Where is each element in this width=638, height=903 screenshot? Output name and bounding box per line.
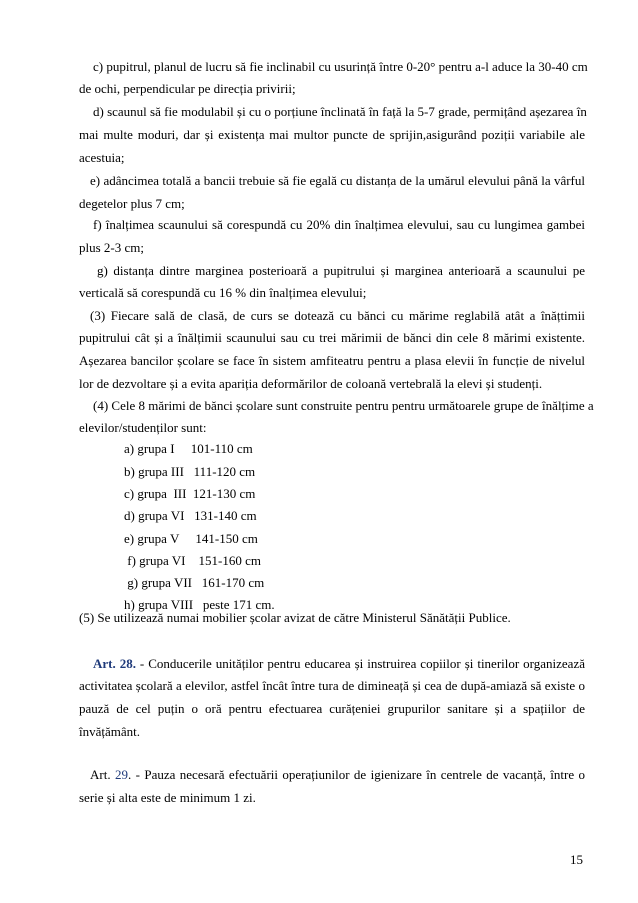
text-line: elevilor/studenților sunt: (79, 420, 207, 435)
height-group-item: b) grupa III 111-120 cm (124, 464, 256, 479)
text-line: (3) Fiecare sală de clasă, de curs se dotează cu bănci cu mărime reglabilă atât a înățtimii (90, 308, 585, 323)
text-line: (4) Cele 8 mărimi de bănci școlare sunt construite pentru pentru următoarele grupe de înălțime a (93, 398, 594, 413)
text-line: de ochi, perpendicular pe direcția privirii; (79, 81, 296, 96)
height-group-item: a) grupa I 101-110 cm (124, 441, 253, 456)
text-line: învățământ. (79, 724, 141, 739)
height-group-item: g) grupa VII 161-170 cm (124, 575, 265, 590)
article-text: - Conducerile unităților pentru educarea și instruirea copiilor și tinerilor organizează (135, 656, 585, 671)
page-number: 15 (570, 852, 583, 867)
text-line: f) înalțimea scaunului să corespundă cu 20% din înalțimea elevului, sau cu lungimea gambei (93, 217, 585, 232)
text-line: lor de dezvoltare și a evita apariția deformărilor de coloană vertebrală la elevi și studenți. (79, 376, 543, 391)
height-group-item: h) grupa VIII peste 171 cm. (124, 597, 275, 612)
text-line: c) pupitrul, planul de lucru să fie inclinabil cu usurință între 0-20° pentru a-l aduce la 30-40 cm (93, 59, 588, 74)
text-line: (5) Se utilizează numai mobilier școlar avizat de către Ministerul Sănătății Publice. (79, 610, 511, 625)
height-group-item: f) grupa VI 151-160 cm (124, 553, 261, 568)
text-line: activitatea școlară a elevilor, astfel încât între tura de dimineață și cea de după-amiază să existe o (79, 678, 585, 693)
text-line: mai multe moduri, dar și existența mai multor puncte de sprijin,asigurând poziții variabile ale (79, 127, 585, 142)
height-group-item: c) grupa III 121-130 cm (124, 486, 256, 501)
text-line: acestuia; (79, 150, 125, 165)
text-line: e) adâncimea totală a bancii trebuie să fie egală cu distanța de la umărul elevului până la vârful (90, 173, 585, 188)
text-line: degetelor plus 7 cm; (79, 196, 185, 211)
height-group-item: e) grupa V 141-150 cm (124, 531, 258, 546)
height-group-item: d) grupa VI 131-140 cm (124, 508, 257, 523)
article-28-heading: Art. 28. (93, 656, 136, 671)
article-28-line (79, 656, 585, 672)
text-line: plus 2-3 cm; (79, 240, 144, 255)
text-line: pupitrului cât și a înălțimii scaunului sau cu trei mărimii de bănci din cele 8 mărimi existente. (79, 330, 585, 345)
text-line: g) distanța dintre marginea posterioară a pupitrului și marginea anterioară a scaunului pe (97, 263, 585, 278)
text-line: pauză de cel puțin o oră pentru efectuarea curățeniei grupurilor sanitare și a spațiilor de (79, 701, 585, 716)
article-29-heading: Art. (90, 767, 115, 782)
article-29-number: 29 (114, 767, 128, 782)
article-text: . - Pauza necesară efectuării operațiunilor de igienizare în centrele de vacanță, între o (127, 767, 585, 782)
text-line: d) scaunul să fie modulabil și cu o porțiune înclinată în față la 5-7 grade, permițând așezarea în (93, 104, 587, 119)
text-line: Așezarea bancilor școlare se face în sistem amfiteatru pentru a plasa elevii în funcție de nivelul (79, 353, 585, 368)
article-29-line (79, 767, 585, 783)
text-line: verticală să corespundă cu 16 % din înalțimea elevului; (79, 285, 367, 300)
text-line: serie și alta este de minimum 1 zi. (79, 790, 256, 805)
